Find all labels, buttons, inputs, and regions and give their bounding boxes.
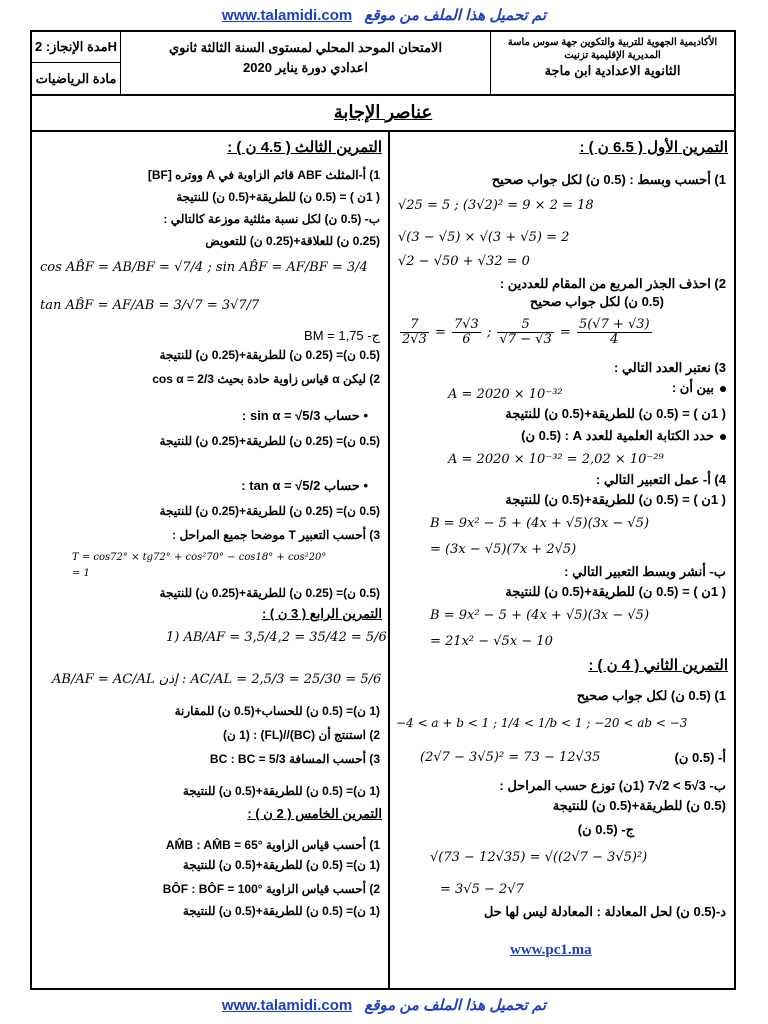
answer-title-row xyxy=(32,94,734,132)
left-column xyxy=(32,132,388,988)
ex1-q3a xyxy=(672,380,726,396)
ex2-math-1: −4 < a + b < 1 ; 1/4 < 1/b < 1 ; −20 < ab < −3 xyxy=(396,716,688,730)
ex1-q3a-label: بين أن : xyxy=(671,380,714,395)
ex3-q1b-points: (0.25 ن) للعلاقة+(0.25 ن) للتعويض xyxy=(205,234,380,248)
frac: $\frac{7√3}{6}$ xyxy=(454,317,479,347)
subject: مادة الرياضيات xyxy=(35,71,117,86)
ex1-q4b-points: ( 1ن ) = (0.5 ن) للطريقة+(0.5 ن) للنتيجة xyxy=(505,584,726,599)
ex1-q3a-points: ( 1ن ) = (0.5 ن) للطريقة+(0.5 ن) للنتيجة xyxy=(505,406,726,421)
page-title: عناصر الإجابة xyxy=(333,102,433,122)
ex1-q3a-math: A = 2020 × 10⁻³² xyxy=(448,387,563,402)
bullet xyxy=(720,386,726,392)
header-duration-cell xyxy=(32,32,120,94)
ex2-q1: 1) (0.5 ن) لكل جواب صحيح xyxy=(576,688,726,703)
ex1-q2-math: $\frac{7}{2√3}$ = $\frac{7√3}{6}$ ; $\frac{5}{√7 - √3}$ = $\frac{5(√7 + √3)}{4}$ xyxy=(402,317,650,347)
ex5-title: التمرين الخامس ( 2 ن ) : xyxy=(247,806,382,821)
ex3-q2: 2) ليكن α قياس زاوية حادة بحيث cos α = 2/3 xyxy=(152,372,380,386)
academy-line-2: المديرية الإقليمية تزنيت xyxy=(564,50,661,61)
ex3-T-math: T = cos72° × tg72° + cos²70° − cos18° + cos²20° xyxy=(72,552,327,563)
pc1-link-row xyxy=(510,942,592,959)
watermark-site-link[interactable]: www.talamidi.com xyxy=(221,7,353,24)
ex5-q2: 2) أحسب قياس الزاوية BÔF : BÔF = 100° xyxy=(162,882,380,896)
exam-line-2: اعدادي دورة يناير 2020 xyxy=(243,60,368,75)
frac: $\frac{5(√7 + √3)}{4}$ xyxy=(578,317,650,347)
academy-line-1: الأكاديمية الجهوية للتربية والتكوين جهة سوس ماسة xyxy=(507,37,718,48)
exam-line-1: الامتحان الموحد المحلي لمستوى السنة الثالثة ثانوي xyxy=(168,40,443,55)
ex1-math-3: √2 − √50 + √32 = 0 xyxy=(398,254,530,269)
ex1-math-1: √25 = 5 ; (3√2)² = 9 × 2 = 18 xyxy=(398,198,594,213)
exam-frame xyxy=(30,30,736,990)
ex1-q2-points: (0.5 ن) لكل جواب صحيح xyxy=(529,294,664,309)
ex1-title: التمرين الأول ( 6.5 ن ) : xyxy=(579,139,728,156)
ex2-c-math-2: = 3√5 − 2√7 xyxy=(440,882,524,897)
ex3-tan2-points: (0.5 ن)= (0.25 ن) للطريقة+(0.25 ن) للنتيجة xyxy=(159,504,380,518)
ex3-sin: • حساب sin α = √5/3 : xyxy=(242,408,368,423)
ex1-q4b-math-1: B = 9x² − 5 + (4x + √5)(3x − √5) xyxy=(430,608,650,623)
watermark-text: تم تحميل هذا الملف من موقع xyxy=(364,7,547,24)
ex3-q1: 1) أ-المثلث ABF قائم الزاوية في A ووتره [BF] xyxy=(147,168,380,182)
ex4-math-2: AB/AF = AC/AL إذن : AC/AL = 2,5/3 = 25/30 = 5/6 xyxy=(52,672,382,687)
ex3-title: التمرين الثالث ( 4.5 ن ) : xyxy=(227,139,382,156)
ex3-bm: ج- BM = 1,75 xyxy=(304,328,380,343)
ex2-a-math: (2√7 − 3√5)² = 73 − 12√35 xyxy=(420,750,601,765)
ex1-q4a: 4) أ- عمل التعبير التالي : xyxy=(595,472,726,487)
frac: $\frac{5}{√7 - √3}$ xyxy=(499,317,552,347)
ex1-q1: 1) أحسب وبسط : (0.5 ن) لكل جواب صحيح xyxy=(491,172,726,187)
ex3-bm-points: (0.5 ن)= (0.25 ن) للطريقة+(0.25 ن) للنتيجة xyxy=(159,348,380,362)
header xyxy=(32,32,734,96)
ex3-T-points: (0.5 ن)= (0.25 ن) للطريقة+(0.25 ن) للنتيجة xyxy=(159,586,380,600)
ex5-q1-points: (1 ن)= (0.5 ن) للطريقة+(0.5 ن) للنتيجة xyxy=(182,858,380,872)
ex4-title: التمرين الرابع ( 3 ن ) : xyxy=(261,606,382,621)
ex1-q4a-math-2: = (3x − √5)(7x + 2√5) xyxy=(430,542,577,557)
duration: مدة الإنجاز: 2H xyxy=(32,32,120,63)
ex4-math-2-points: (1 ن)= (0.5 ن) للحساب+(0.5 ن) للمقارنة xyxy=(174,704,380,718)
ex1-q3b-label: حدد الكتابة العلمية للعدد A : (0.5 ن) xyxy=(521,428,714,443)
ex3-q3: 3) أحسب التعبير T موضحا جميع المراحل : xyxy=(172,528,380,542)
ex2-b: ب- 3√5 > 2√7 (1ن) توزع حسب المراحل : xyxy=(499,778,726,793)
ex1-q3b-math: A = 2020 × 10⁻³² = 2,02 × 10⁻²⁹ xyxy=(448,452,664,467)
ex5-q2-points: (1 ن)= (0.5 ن) للطريقة+(0.5 ن) للنتيجة xyxy=(182,904,380,918)
header-academy-cell xyxy=(490,32,734,94)
ex2-c-math-1: √(73 − 12√35) = √((2√7 − 3√5)²) xyxy=(430,850,648,865)
ex3-tan2: • حساب tan α = √5/2 : xyxy=(241,478,368,493)
ex2-b-points: (0.5 ن) للطريقة+(0.5 ن) للنتيجة xyxy=(552,798,726,813)
ex3-q1b: ب- (0.5 ن) لكل نسبة مثلثية موزعة كالتالي : xyxy=(163,212,380,226)
ex3-cos-sin-math: cos AB̂F = AB/BF = √7/4 ; sin AB̂F = AF/BF = 3/4 xyxy=(40,260,368,275)
academy-line-3: الثانوية الاعدادية ابن ماجة xyxy=(544,63,681,78)
pc1-link[interactable]: www.pc1.ma xyxy=(510,942,592,958)
ex1-q3b xyxy=(521,428,726,444)
frac: $\frac{7}{2√3}$ xyxy=(402,317,427,347)
ex4-q3: 3) أحسب المسافة BC : BC = 5/3 xyxy=(209,752,380,766)
ex1-q2: 2) احذف الجذر المربع من المقام للعددين : xyxy=(499,276,726,291)
ex5-q1: 1) أحسب قياس الزاوية AM̂B : AM̂B = 65° xyxy=(165,838,380,852)
ex2-c: ج- (0.5 ن) xyxy=(577,822,634,837)
ex2-title: التمرين الثاني ( 4 ن ) : xyxy=(588,657,728,674)
ex1-q4b-math-2: = 21x² − √5x − 10 xyxy=(430,634,553,649)
ex3-sin-points: (0.5 ن)= (0.25 ن) للطريقة+(0.25 ن) للنتيجة xyxy=(159,434,380,448)
ex1-q3: 3) نعتبر العدد التالي : xyxy=(614,360,726,375)
watermark-text-bottom: تم تحميل هذا الملف من موقع xyxy=(364,997,547,1014)
ex1-math-2: √(3 − √5) × √(3 + √5) = 2 xyxy=(398,230,570,245)
ex2-a: أ- (0.5 ن) xyxy=(674,750,726,765)
ex4-q3-points: (1 ن)= (0.5 ن) للطريقة+(0.5 ن) للنتيجة xyxy=(182,784,380,798)
ex1-q4b: ب- أنشر وبسط التعبير التالي : xyxy=(564,564,726,579)
watermark-top xyxy=(0,6,768,24)
ex3-q1-points: ( 1ن ) = (0.5 ن) للطريقة+(0.5 ن) للنتيجة xyxy=(176,190,380,204)
ex3-T-math-2: = 1 xyxy=(72,568,90,579)
header-exam-cell xyxy=(120,32,490,94)
ex4-math-1: 1) AB/AF = 3,5/4,2 = 35/42 = 5/6 xyxy=(166,630,387,645)
watermark-bottom xyxy=(0,996,768,1014)
right-column xyxy=(388,132,734,988)
ex1-q4a-math-1: B = 9x² − 5 + (4x + √5)(3x − √5) xyxy=(430,516,650,531)
ex2-d: د-(0.5 ن) لحل المعادلة : المعادلة ليس لها حل xyxy=(483,904,726,919)
ex1-q4a-points: ( 1ن ) = (0.5 ن) للطريقة+(0.5 ن) للنتيجة xyxy=(505,492,726,507)
ex4-q2: 2) استنتج أن (BC)//(FL) : (1 ن) xyxy=(222,728,380,742)
bullet xyxy=(720,434,726,440)
watermark-site-link-bottom[interactable]: www.talamidi.com xyxy=(221,997,353,1014)
ex3-tan-math: tan AB̂F = AF/AB = 3/√7 = 3√7/7 xyxy=(40,298,260,313)
